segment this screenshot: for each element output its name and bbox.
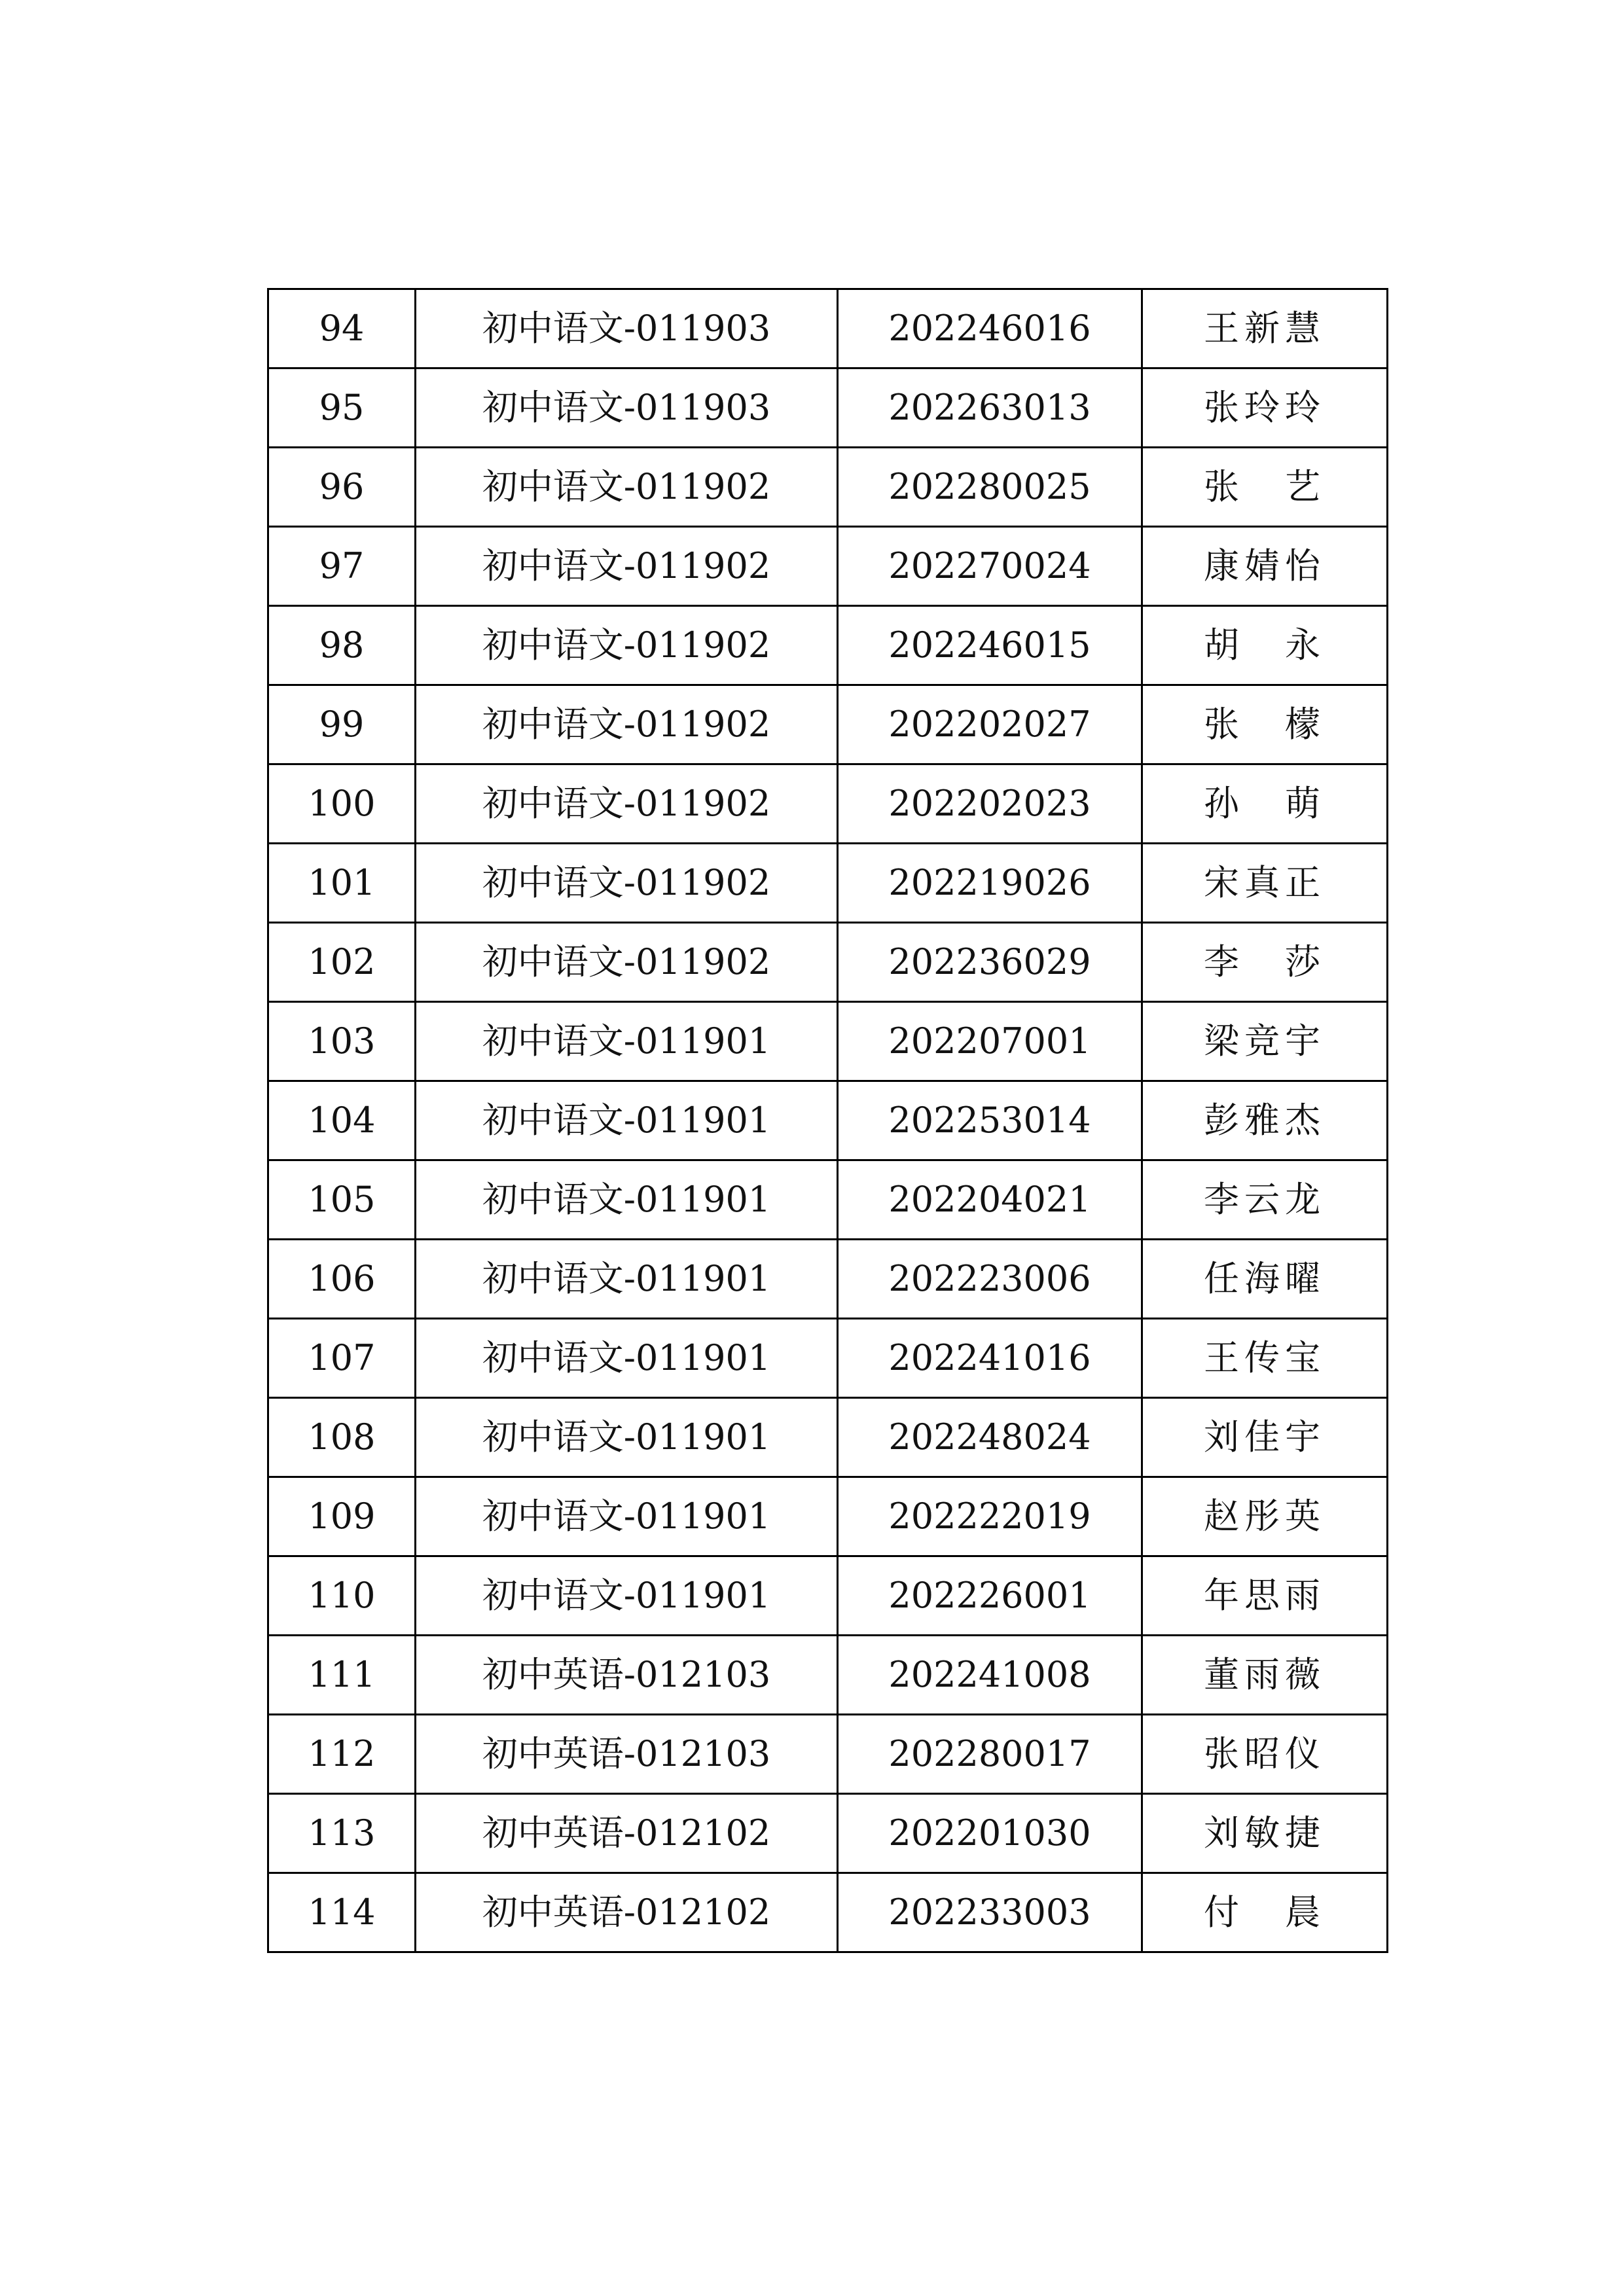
candidate-name-cell: 孙 萌 bbox=[1142, 764, 1388, 844]
table-row bbox=[268, 1319, 1388, 1398]
exam-id-cell: 202204021 bbox=[838, 1160, 1142, 1240]
table-row bbox=[268, 1398, 1388, 1477]
exam-id-cell: 202263013 bbox=[838, 368, 1142, 448]
position-code-cell: 初中英语-012103 bbox=[416, 1636, 838, 1715]
row-number-cell: 114 bbox=[268, 1873, 416, 1952]
row-number-cell: 96 bbox=[268, 448, 416, 527]
table-row bbox=[268, 1715, 1388, 1794]
position-code-cell: 初中语文-011902 bbox=[416, 923, 838, 1002]
position-code-cell: 初中语文-011901 bbox=[416, 1240, 838, 1319]
position-code-cell: 初中语文-011901 bbox=[416, 1477, 838, 1556]
position-code-cell: 初中语文-011902 bbox=[416, 606, 838, 685]
roster-table-body bbox=[268, 289, 1388, 1952]
table-row bbox=[268, 606, 1388, 685]
exam-id-cell: 202201030 bbox=[838, 1794, 1142, 1873]
table-row bbox=[268, 289, 1388, 368]
table-row bbox=[268, 448, 1388, 527]
row-number-cell: 95 bbox=[268, 368, 416, 448]
exam-id-cell: 202253014 bbox=[838, 1081, 1142, 1160]
row-number-cell: 107 bbox=[268, 1319, 416, 1398]
table-row bbox=[268, 923, 1388, 1002]
candidate-name-cell: 李 莎 bbox=[1142, 923, 1388, 1002]
exam-id-cell: 202280017 bbox=[838, 1715, 1142, 1794]
candidate-name-cell: 赵彤英 bbox=[1142, 1477, 1388, 1556]
candidate-name-cell: 董雨薇 bbox=[1142, 1636, 1388, 1715]
candidate-name-cell: 康婧怡 bbox=[1142, 527, 1388, 606]
table-row bbox=[268, 368, 1388, 448]
exam-id-cell: 202241016 bbox=[838, 1319, 1142, 1398]
exam-id-cell: 202241008 bbox=[838, 1636, 1142, 1715]
table-row bbox=[268, 1081, 1388, 1160]
candidate-name-cell: 王新慧 bbox=[1142, 289, 1388, 368]
row-number-cell: 94 bbox=[268, 289, 416, 368]
row-number-cell: 97 bbox=[268, 527, 416, 606]
table-row bbox=[268, 685, 1388, 764]
position-code-cell: 初中语文-011901 bbox=[416, 1556, 838, 1636]
table-row bbox=[268, 1873, 1388, 1952]
exam-id-cell: 202236029 bbox=[838, 923, 1142, 1002]
roster-table bbox=[267, 288, 1388, 1953]
position-code-cell: 初中语文-011903 bbox=[416, 368, 838, 448]
row-number-cell: 108 bbox=[268, 1398, 416, 1477]
table-row bbox=[268, 527, 1388, 606]
position-code-cell: 初中语文-011901 bbox=[416, 1081, 838, 1160]
table-row bbox=[268, 1477, 1388, 1556]
row-number-cell: 104 bbox=[268, 1081, 416, 1160]
exam-id-cell: 202202027 bbox=[838, 685, 1142, 764]
exam-id-cell: 202222019 bbox=[838, 1477, 1142, 1556]
position-code-cell: 初中语文-011901 bbox=[416, 1319, 838, 1398]
table-row bbox=[268, 1240, 1388, 1319]
position-code-cell: 初中语文-011902 bbox=[416, 844, 838, 923]
exam-id-cell: 202223006 bbox=[838, 1240, 1142, 1319]
candidate-name-cell: 任海曜 bbox=[1142, 1240, 1388, 1319]
table-row bbox=[268, 1556, 1388, 1636]
position-code-cell: 初中英语-012103 bbox=[416, 1715, 838, 1794]
exam-id-cell: 202207001 bbox=[838, 1002, 1142, 1081]
table-row bbox=[268, 1794, 1388, 1873]
position-code-cell: 初中语文-011901 bbox=[416, 1002, 838, 1081]
row-number-cell: 105 bbox=[268, 1160, 416, 1240]
position-code-cell: 初中语文-011902 bbox=[416, 448, 838, 527]
position-code-cell: 初中英语-012102 bbox=[416, 1794, 838, 1873]
candidate-name-cell: 刘敏捷 bbox=[1142, 1794, 1388, 1873]
row-number-cell: 113 bbox=[268, 1794, 416, 1873]
row-number-cell: 98 bbox=[268, 606, 416, 685]
position-code-cell: 初中语文-011902 bbox=[416, 685, 838, 764]
exam-id-cell: 202233003 bbox=[838, 1873, 1142, 1952]
exam-id-cell: 202248024 bbox=[838, 1398, 1142, 1477]
exam-id-cell: 202226001 bbox=[838, 1556, 1142, 1636]
position-code-cell: 初中语文-011901 bbox=[416, 1160, 838, 1240]
candidate-name-cell: 宋真正 bbox=[1142, 844, 1388, 923]
candidate-name-cell: 张玲玲 bbox=[1142, 368, 1388, 448]
row-number-cell: 111 bbox=[268, 1636, 416, 1715]
row-number-cell: 101 bbox=[268, 844, 416, 923]
candidate-name-cell: 彭雅杰 bbox=[1142, 1081, 1388, 1160]
row-number-cell: 112 bbox=[268, 1715, 416, 1794]
row-number-cell: 106 bbox=[268, 1240, 416, 1319]
table-row bbox=[268, 1160, 1388, 1240]
position-code-cell: 初中语文-011902 bbox=[416, 527, 838, 606]
row-number-cell: 109 bbox=[268, 1477, 416, 1556]
exam-id-cell: 202270024 bbox=[838, 527, 1142, 606]
row-number-cell: 100 bbox=[268, 764, 416, 844]
row-number-cell: 99 bbox=[268, 685, 416, 764]
table-row bbox=[268, 1002, 1388, 1081]
exam-id-cell: 202219026 bbox=[838, 844, 1142, 923]
table-row bbox=[268, 764, 1388, 844]
exam-id-cell: 202246016 bbox=[838, 289, 1142, 368]
candidate-name-cell: 张 艺 bbox=[1142, 448, 1388, 527]
row-number-cell: 110 bbox=[268, 1556, 416, 1636]
candidate-name-cell: 李云龙 bbox=[1142, 1160, 1388, 1240]
position-code-cell: 初中英语-012102 bbox=[416, 1873, 838, 1952]
exam-id-cell: 202280025 bbox=[838, 448, 1142, 527]
row-number-cell: 102 bbox=[268, 923, 416, 1002]
candidate-name-cell: 刘佳宇 bbox=[1142, 1398, 1388, 1477]
candidate-name-cell: 王传宝 bbox=[1142, 1319, 1388, 1398]
candidate-name-cell: 张 檬 bbox=[1142, 685, 1388, 764]
candidate-name-cell: 胡 永 bbox=[1142, 606, 1388, 685]
candidate-name-cell: 年思雨 bbox=[1142, 1556, 1388, 1636]
exam-id-cell: 202246015 bbox=[838, 606, 1142, 685]
position-code-cell: 初中语文-011902 bbox=[416, 764, 838, 844]
table-row bbox=[268, 844, 1388, 923]
row-number-cell: 103 bbox=[268, 1002, 416, 1081]
position-code-cell: 初中语文-011901 bbox=[416, 1398, 838, 1477]
exam-id-cell: 202202023 bbox=[838, 764, 1142, 844]
table-row bbox=[268, 1636, 1388, 1715]
candidate-name-cell: 张昭仪 bbox=[1142, 1715, 1388, 1794]
position-code-cell: 初中语文-011903 bbox=[416, 289, 838, 368]
candidate-name-cell: 梁竞宇 bbox=[1142, 1002, 1388, 1081]
candidate-name-cell: 付 晨 bbox=[1142, 1873, 1388, 1952]
